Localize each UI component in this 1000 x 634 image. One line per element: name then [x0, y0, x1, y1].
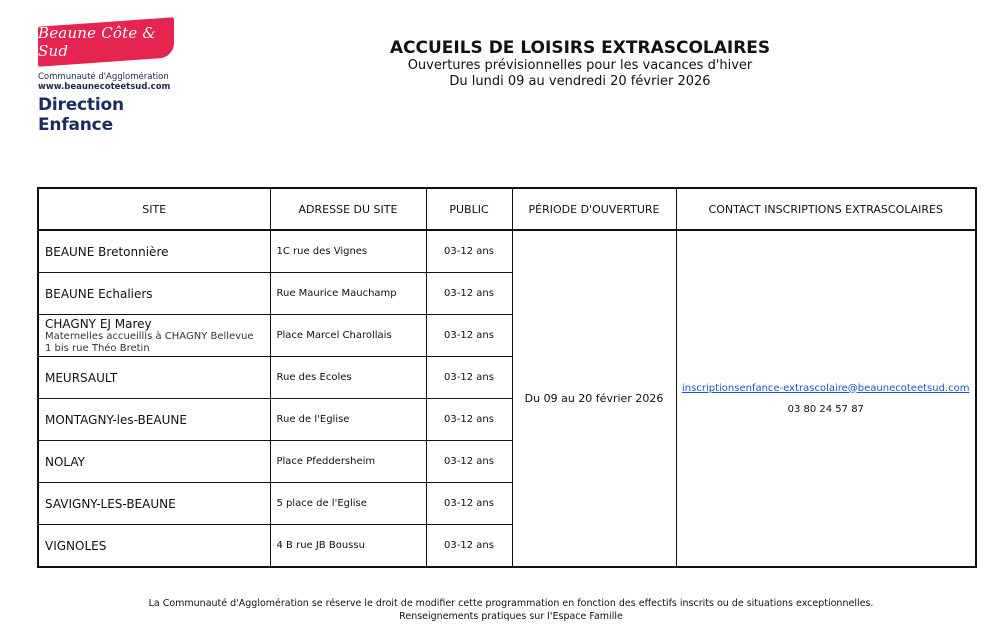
address-cell: Place Pfeddersheim — [270, 441, 426, 483]
address-cell: Rue de l'Eglise — [270, 399, 426, 441]
column-header-period: PÉRIODE D'OUVERTURE — [512, 188, 676, 230]
site-cell — [38, 525, 270, 568]
column-header-address: ADRESSE DU SITE — [270, 188, 426, 230]
logo-badge — [38, 17, 174, 67]
site-cell — [38, 273, 270, 315]
logo-brand-text: Beaune Côte & Sud — [38, 24, 156, 60]
public-cell: 03-12 ans — [426, 230, 512, 273]
table-header-row — [38, 188, 976, 230]
site-cell — [38, 230, 270, 273]
period-cell: Du 09 au 20 février 2026 — [512, 230, 676, 567]
site-name: VIGNOLES — [45, 538, 107, 553]
site-name: NOLAY — [45, 454, 85, 469]
logo-org: Communauté d'Agglomération — [38, 72, 169, 82]
public-cell: 03-12 ans — [426, 483, 512, 525]
site-name: CHAGNY EJ Marey — [45, 316, 152, 331]
site-name: MEURSAULT — [45, 370, 118, 385]
document-subtitle: Ouvertures prévisionnelles pour les vacances d'hiver — [407, 58, 753, 73]
public-cell: 03-12 ans — [426, 357, 512, 399]
public-cell: 03-12 ans — [426, 273, 512, 315]
contact-cell — [676, 230, 976, 567]
column-header-contact: CONTACT INSCRIPTIONS EXTRASCOLAIRES — [676, 188, 976, 230]
column-header-site: SITE — [38, 188, 270, 230]
public-cell: 03-12 ans — [426, 525, 512, 568]
address-cell: Rue des Ecoles — [270, 357, 426, 399]
footer-disclaimer: La Communauté d'Agglomération se réserve le droit de modifier cette programmation en fonction des effectifs inscrits ou de situations exceptionnelles. — [148, 598, 874, 609]
site-name: MONTAGNY-les-BEAUNE — [45, 412, 187, 427]
table-row — [38, 230, 976, 273]
address-cell: 5 place de l'Eglise — [270, 483, 426, 525]
contact-email-link[interactable]: inscriptionsenfance-extrascolaire@beaunecoteetsud.com — [682, 382, 970, 394]
logo-website: www.beaunecoteetsud.com — [38, 82, 171, 92]
address-cell: Place Marcel Charollais — [270, 315, 426, 357]
site-note: Maternelles accueillis à CHAGNY Bellevue — [45, 330, 254, 342]
public-cell: 03-12 ans — [426, 315, 512, 357]
site-cell — [38, 315, 270, 357]
address-cell: 1C rue des Vignes — [270, 230, 426, 273]
column-header-public: PUBLIC — [426, 188, 512, 230]
site-cell — [38, 357, 270, 399]
public-cell: 03-12 ans — [426, 441, 512, 483]
footer-info: Renseignements pratiques sur l'Espace Famille — [399, 611, 623, 622]
site-cell — [38, 483, 270, 525]
address-cell: Rue Maurice Mauchamp — [270, 273, 426, 315]
logo-department: Direction Enfance — [38, 95, 124, 135]
site-note-address: 1 bis rue Théo Bretin — [45, 342, 150, 354]
site-name: BEAUNE Echaliers — [45, 286, 153, 301]
public-cell: 03-12 ans — [426, 399, 512, 441]
schedule-table — [37, 187, 977, 568]
site-cell — [38, 441, 270, 483]
site-name: BEAUNE Bretonnière — [45, 244, 169, 259]
address-cell: 4 B rue JB Boussu — [270, 525, 426, 568]
document-dates: Du lundi 09 au vendredi 20 février 2026 — [449, 74, 711, 89]
contact-phone: 03 80 24 57 87 — [787, 403, 864, 415]
brand-logo — [38, 22, 188, 135]
document-footer — [0, 597, 1000, 623]
site-cell — [38, 399, 270, 441]
site-name: SAVIGNY-LES-BEAUNE — [45, 496, 176, 511]
document-title: ACCUEILS DE LOISIRS EXTRASCOLAIRES — [389, 38, 771, 58]
document-header — [380, 38, 780, 90]
